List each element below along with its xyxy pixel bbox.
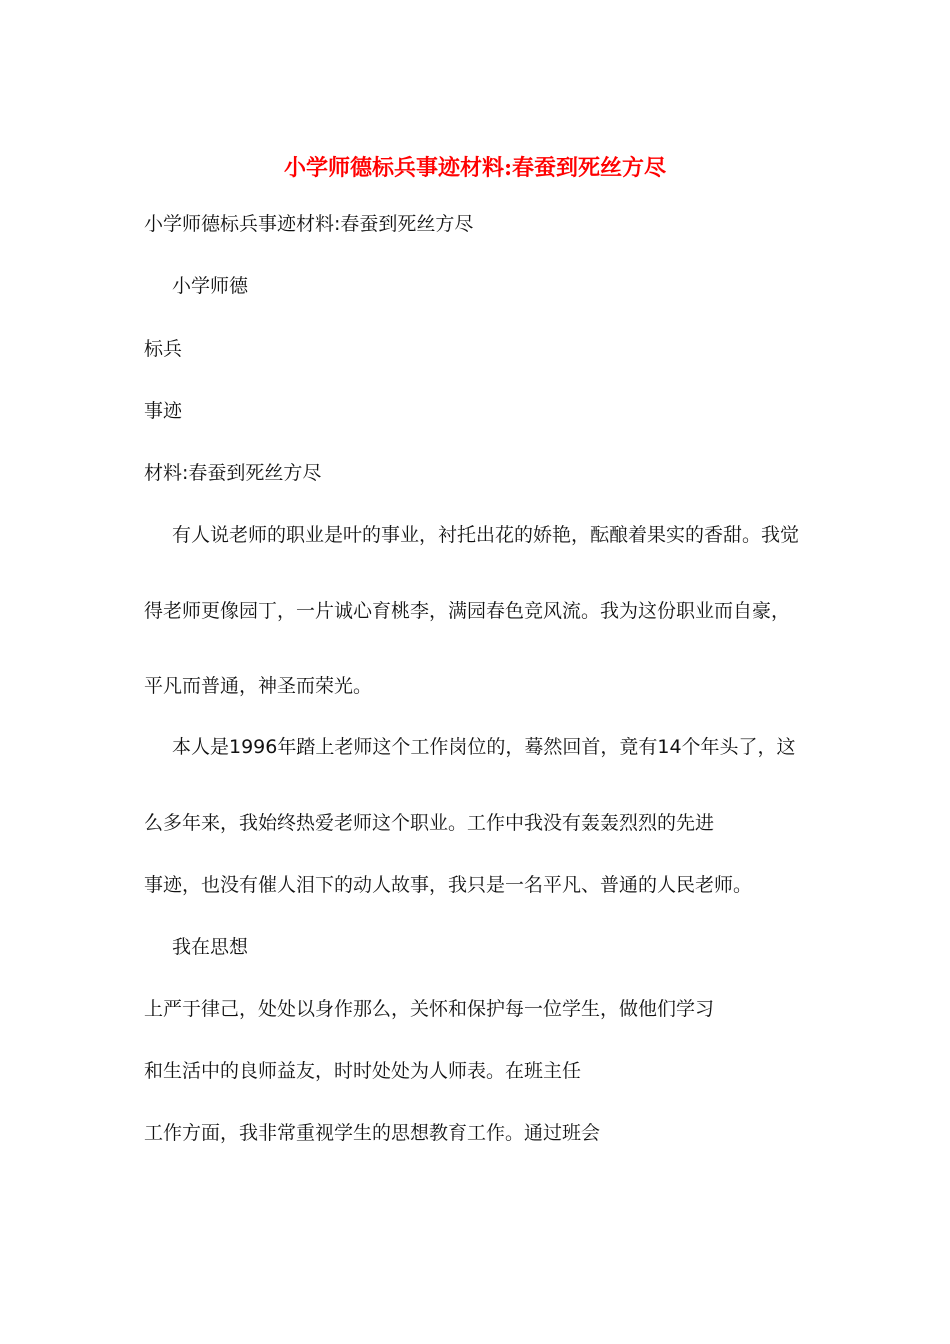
text-line: 小学师德标兵事迹材料:春蚕到死丝方尽 (144, 213, 474, 235)
text-line: 工作方面，我非常重视学生的思想教育工作。通过班会 (144, 1122, 601, 1144)
text-line: 我在思想 (172, 936, 249, 958)
text-line: 事迹 (144, 400, 183, 422)
text-line: 事迹，也没有催人泪下的动人故事，我只是一名平凡、普通的人民老师。 (144, 874, 753, 896)
text-line: 上严于律己，处处以身作那么，关怀和保护每一位学生，做他们学习 (144, 998, 715, 1020)
document-title: 小学师德标兵事迹材料:春蚕到死丝方尽 (283, 155, 667, 181)
text-line: 得老师更像园丁，一片诚心育桃李，满园春色竞风流。我为这份职业而自豪， (144, 600, 791, 622)
text-line: 平凡而普通，神圣而荣光。 (144, 675, 373, 697)
text-line: 本人是1996年踏上老师这个工作岗位的，蓦然回首，竟有14个年头了，这 (172, 736, 796, 758)
text-line: 小学师德 (172, 275, 249, 297)
text-line: 有人说老师的职业是叶的事业，衬托出花的娇艳，酝酿着果实的香甜。我觉 (172, 524, 800, 546)
text-line: 和生活中的良师益友，时时处处为人师表。在班主任 (144, 1060, 582, 1082)
text-line: 么多年来，我始终热爱老师这个职业。工作中我没有轰轰烈烈的先进 (144, 812, 715, 834)
text-line: 标兵 (144, 338, 183, 360)
text-line: 材料:春蚕到死丝方尽 (144, 462, 322, 484)
